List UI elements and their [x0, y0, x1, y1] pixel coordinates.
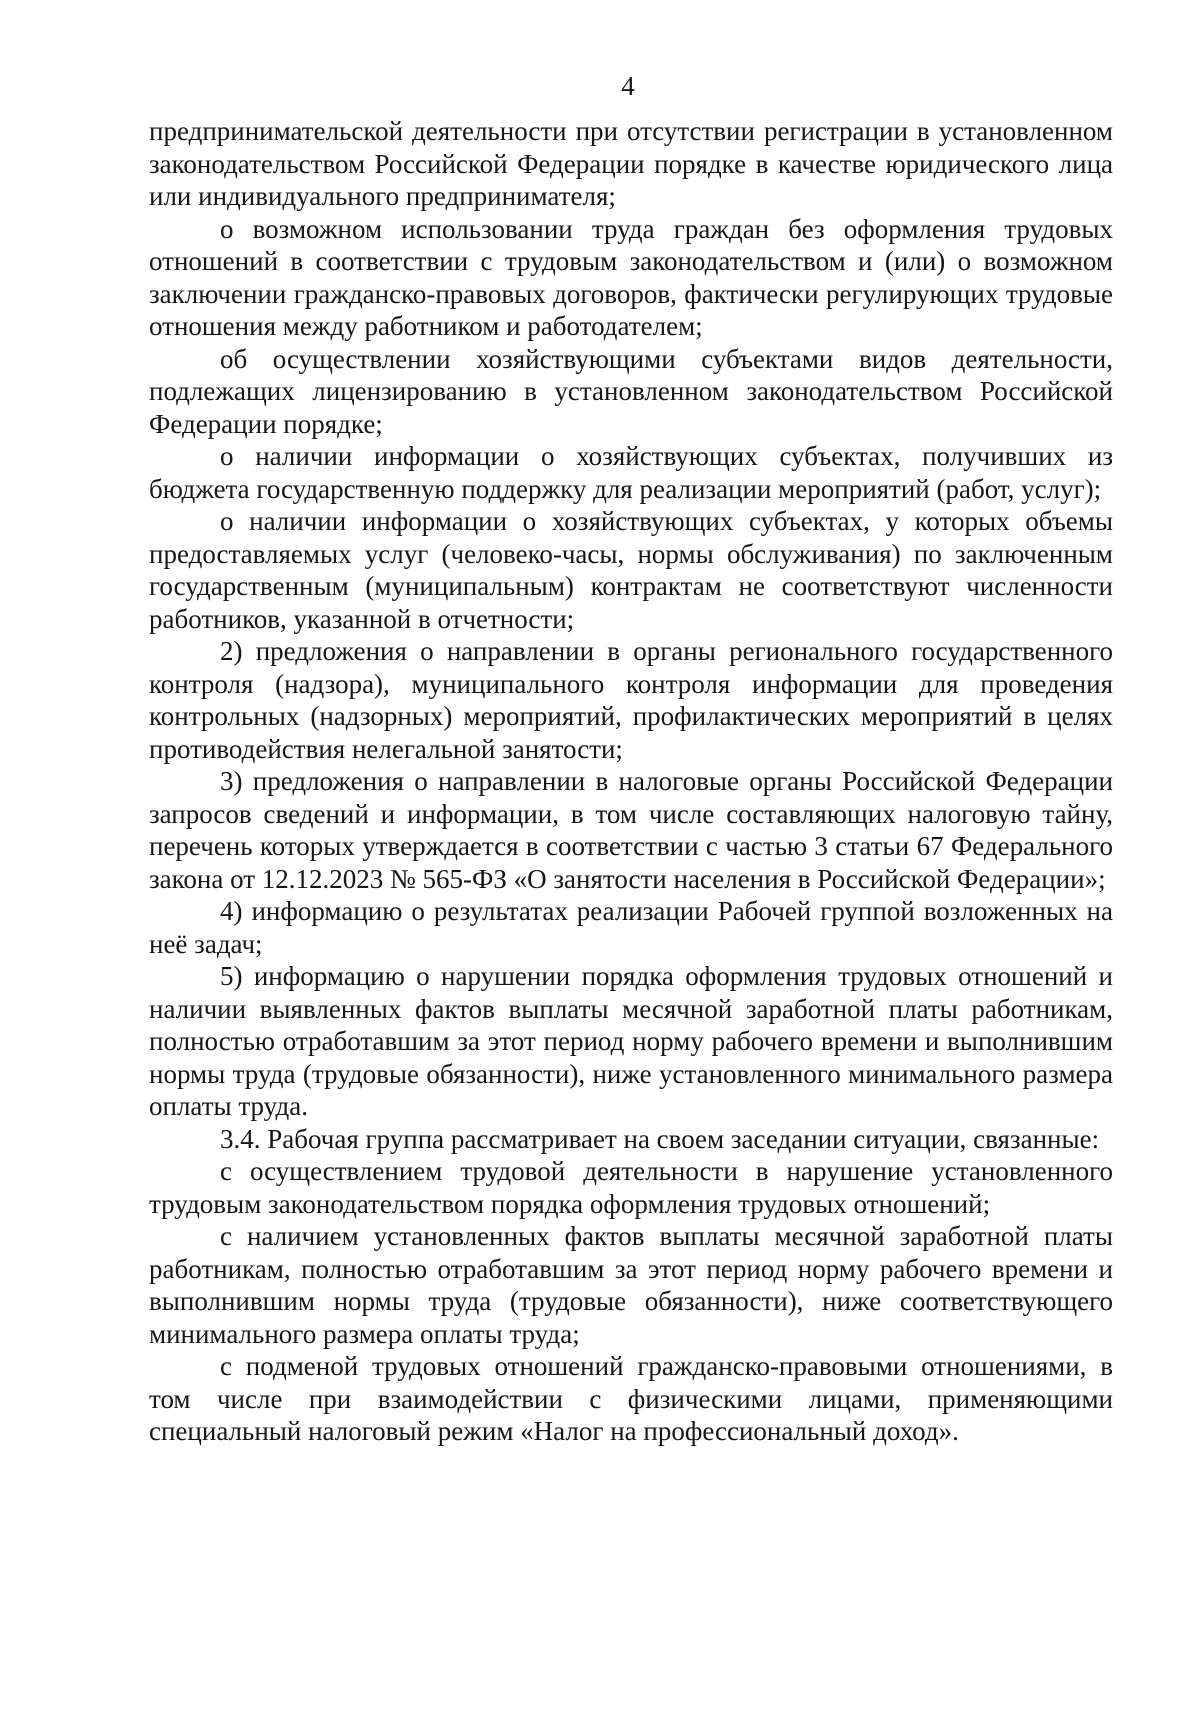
- page-number: 4: [621, 71, 635, 101]
- paragraph-7: 3) предложения о направлении в налоговые органы Российской Федерации запросов сведений и информации, в том числе составляющих налоговую тайну, перечень которых утверждается в соответствии с частью 3 статьи 67 Федерального закона от 12.12.2023 № 565-ФЗ «О занятости населения в Российской Федерации»;: [149, 766, 1113, 894]
- paragraph-4: о наличии информации о хозяйствующих субъектах, получивших из бюджета государственную поддержку для реализации мероприятий (работ, услуг);: [149, 441, 1113, 504]
- paragraph-5: о наличии информации о хозяйствующих субъектах, у которых объемы предоставляемых услуг (человеко-часы, нормы обслуживания) по заключенным государственным (муниципальным) контрактам не соответствуют численности работников, указанной в отчетности;: [149, 506, 1113, 634]
- paragraph-9: 5) информацию о нарушении порядка оформления трудовых отношений и наличии выявленных фактов выплаты месячной заработной платы работникам, полностью отработавшим за этот период норму рабочего времени и выполнившим нормы труда (трудовые обязанности), ниже установленного минимального размера оплаты труда.: [149, 961, 1113, 1121]
- paragraph-13: с подменой трудовых отношений гражданско-правовыми отношениями, в том числе при взаимодействии с физическими лицами, применяющими специальный налоговый режим «Налог на профессиональный доход».: [149, 1351, 1113, 1446]
- paragraph-3: об осуществлении хозяйствующими субъектами видов деятельности, подлежащих лицензированию в установленном законодательством Российской Федерации порядке;: [149, 343, 1113, 439]
- paragraph-8: 4) информацию о результатах реализации Рабочей группой возложенных на неё задач;: [149, 896, 1113, 959]
- paragraph-11: с осуществлением трудовой деятельности в нарушение установленного трудовым законодательством порядка оформления трудовых отношений;: [149, 1156, 1113, 1219]
- document-body: [149, 115, 1113, 1448]
- paragraph-1: предпринимательской деятельности при отсутствии регистрации в установленном законодательством Российской Федерации порядке в качестве юридического лица или индивидуального предпринимателя;: [149, 116, 1113, 211]
- paragraph-12: с наличием установленных фактов выплаты месячной заработной платы работникам, полностью отработавшим за этот период норму рабочего времени и выполнившим нормы труда (трудовые обязанности), ниже соответствующего минимального размера оплаты труда;: [149, 1221, 1113, 1349]
- paragraph-2: о возможном использовании труда граждан без оформления трудовых отношений в соответствии с трудовым законодательством и (или) о возможном заключении гражданско-правовых договоров, фактически регулирующих трудовые отношения между работником и работодателем;: [149, 213, 1113, 341]
- paragraph-6: 2) предложения о направлении в органы регионального государственного контроля (надзора), муниципального контроля информации для проведения контрольных (надзорных) мероприятий, профилактических мероприятий в целях противодействия нелегальной занятости;: [149, 636, 1113, 764]
- paragraph-10: 3.4. Рабочая группа рассматривает на своем заседании ситуации, связанные:: [220, 1123, 1100, 1154]
